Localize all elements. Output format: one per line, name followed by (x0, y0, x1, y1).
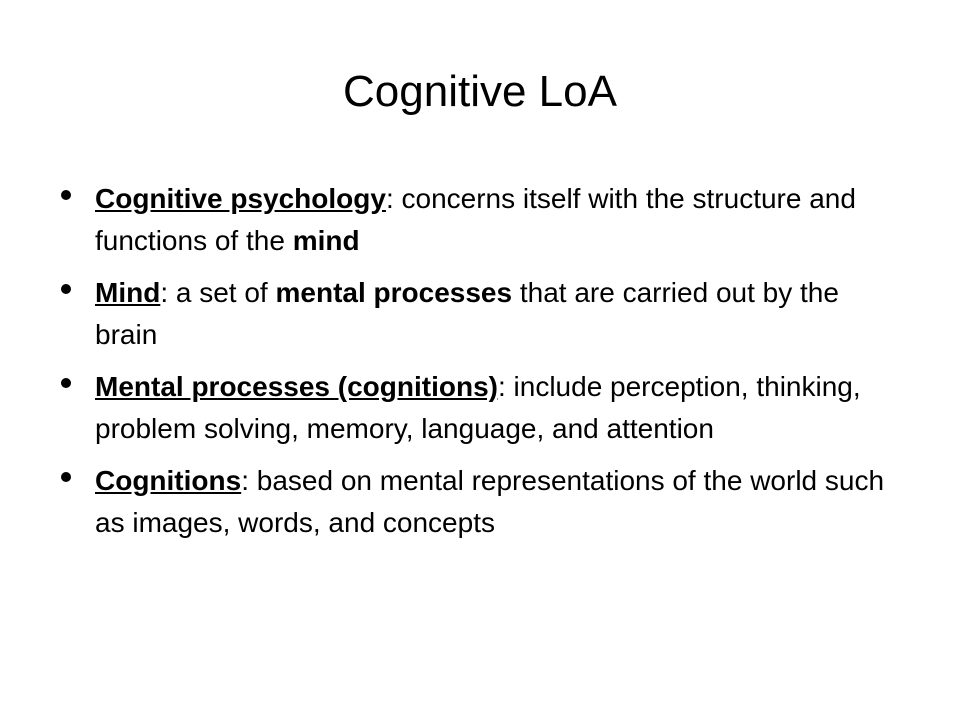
bullet-term: Mental processes (cognitions) (95, 371, 498, 402)
bullet-item (58, 366, 888, 450)
bullet-text: a set of (175, 277, 276, 308)
bullet-text: based on mental representations of the world such as images, words, and concepts (95, 465, 885, 538)
bullet-term: Cognitive psychology (95, 183, 386, 214)
bullet-item (58, 272, 888, 356)
bullet-icon (61, 378, 71, 388)
bullet-text: include perception, thinking, problem solving, memory, language, and attention (95, 371, 861, 444)
bullet-icon (61, 190, 71, 200)
bullet-list (58, 178, 888, 554)
bullet-icon (61, 284, 71, 294)
bullet-item (58, 460, 888, 544)
bullet-emphasis: mental processes (275, 277, 513, 308)
bullet-separator: : (497, 371, 514, 402)
bullet-text-end: that are carried out by the brain (95, 277, 839, 350)
bullet-separator: : (241, 465, 257, 496)
bullet-separator: : (385, 183, 402, 214)
slide-title: Cognitive LoA (343, 67, 617, 116)
bullet-text: concerns itself with the structure and functions of the (95, 183, 856, 256)
bullet-icon (61, 472, 71, 482)
bullet-item (58, 178, 888, 262)
bullet-emphasis: mind (292, 225, 360, 256)
bullet-term: Mind (95, 277, 161, 308)
bullet-term: Cognitions (95, 465, 242, 496)
bullet-separator: : (160, 277, 176, 308)
